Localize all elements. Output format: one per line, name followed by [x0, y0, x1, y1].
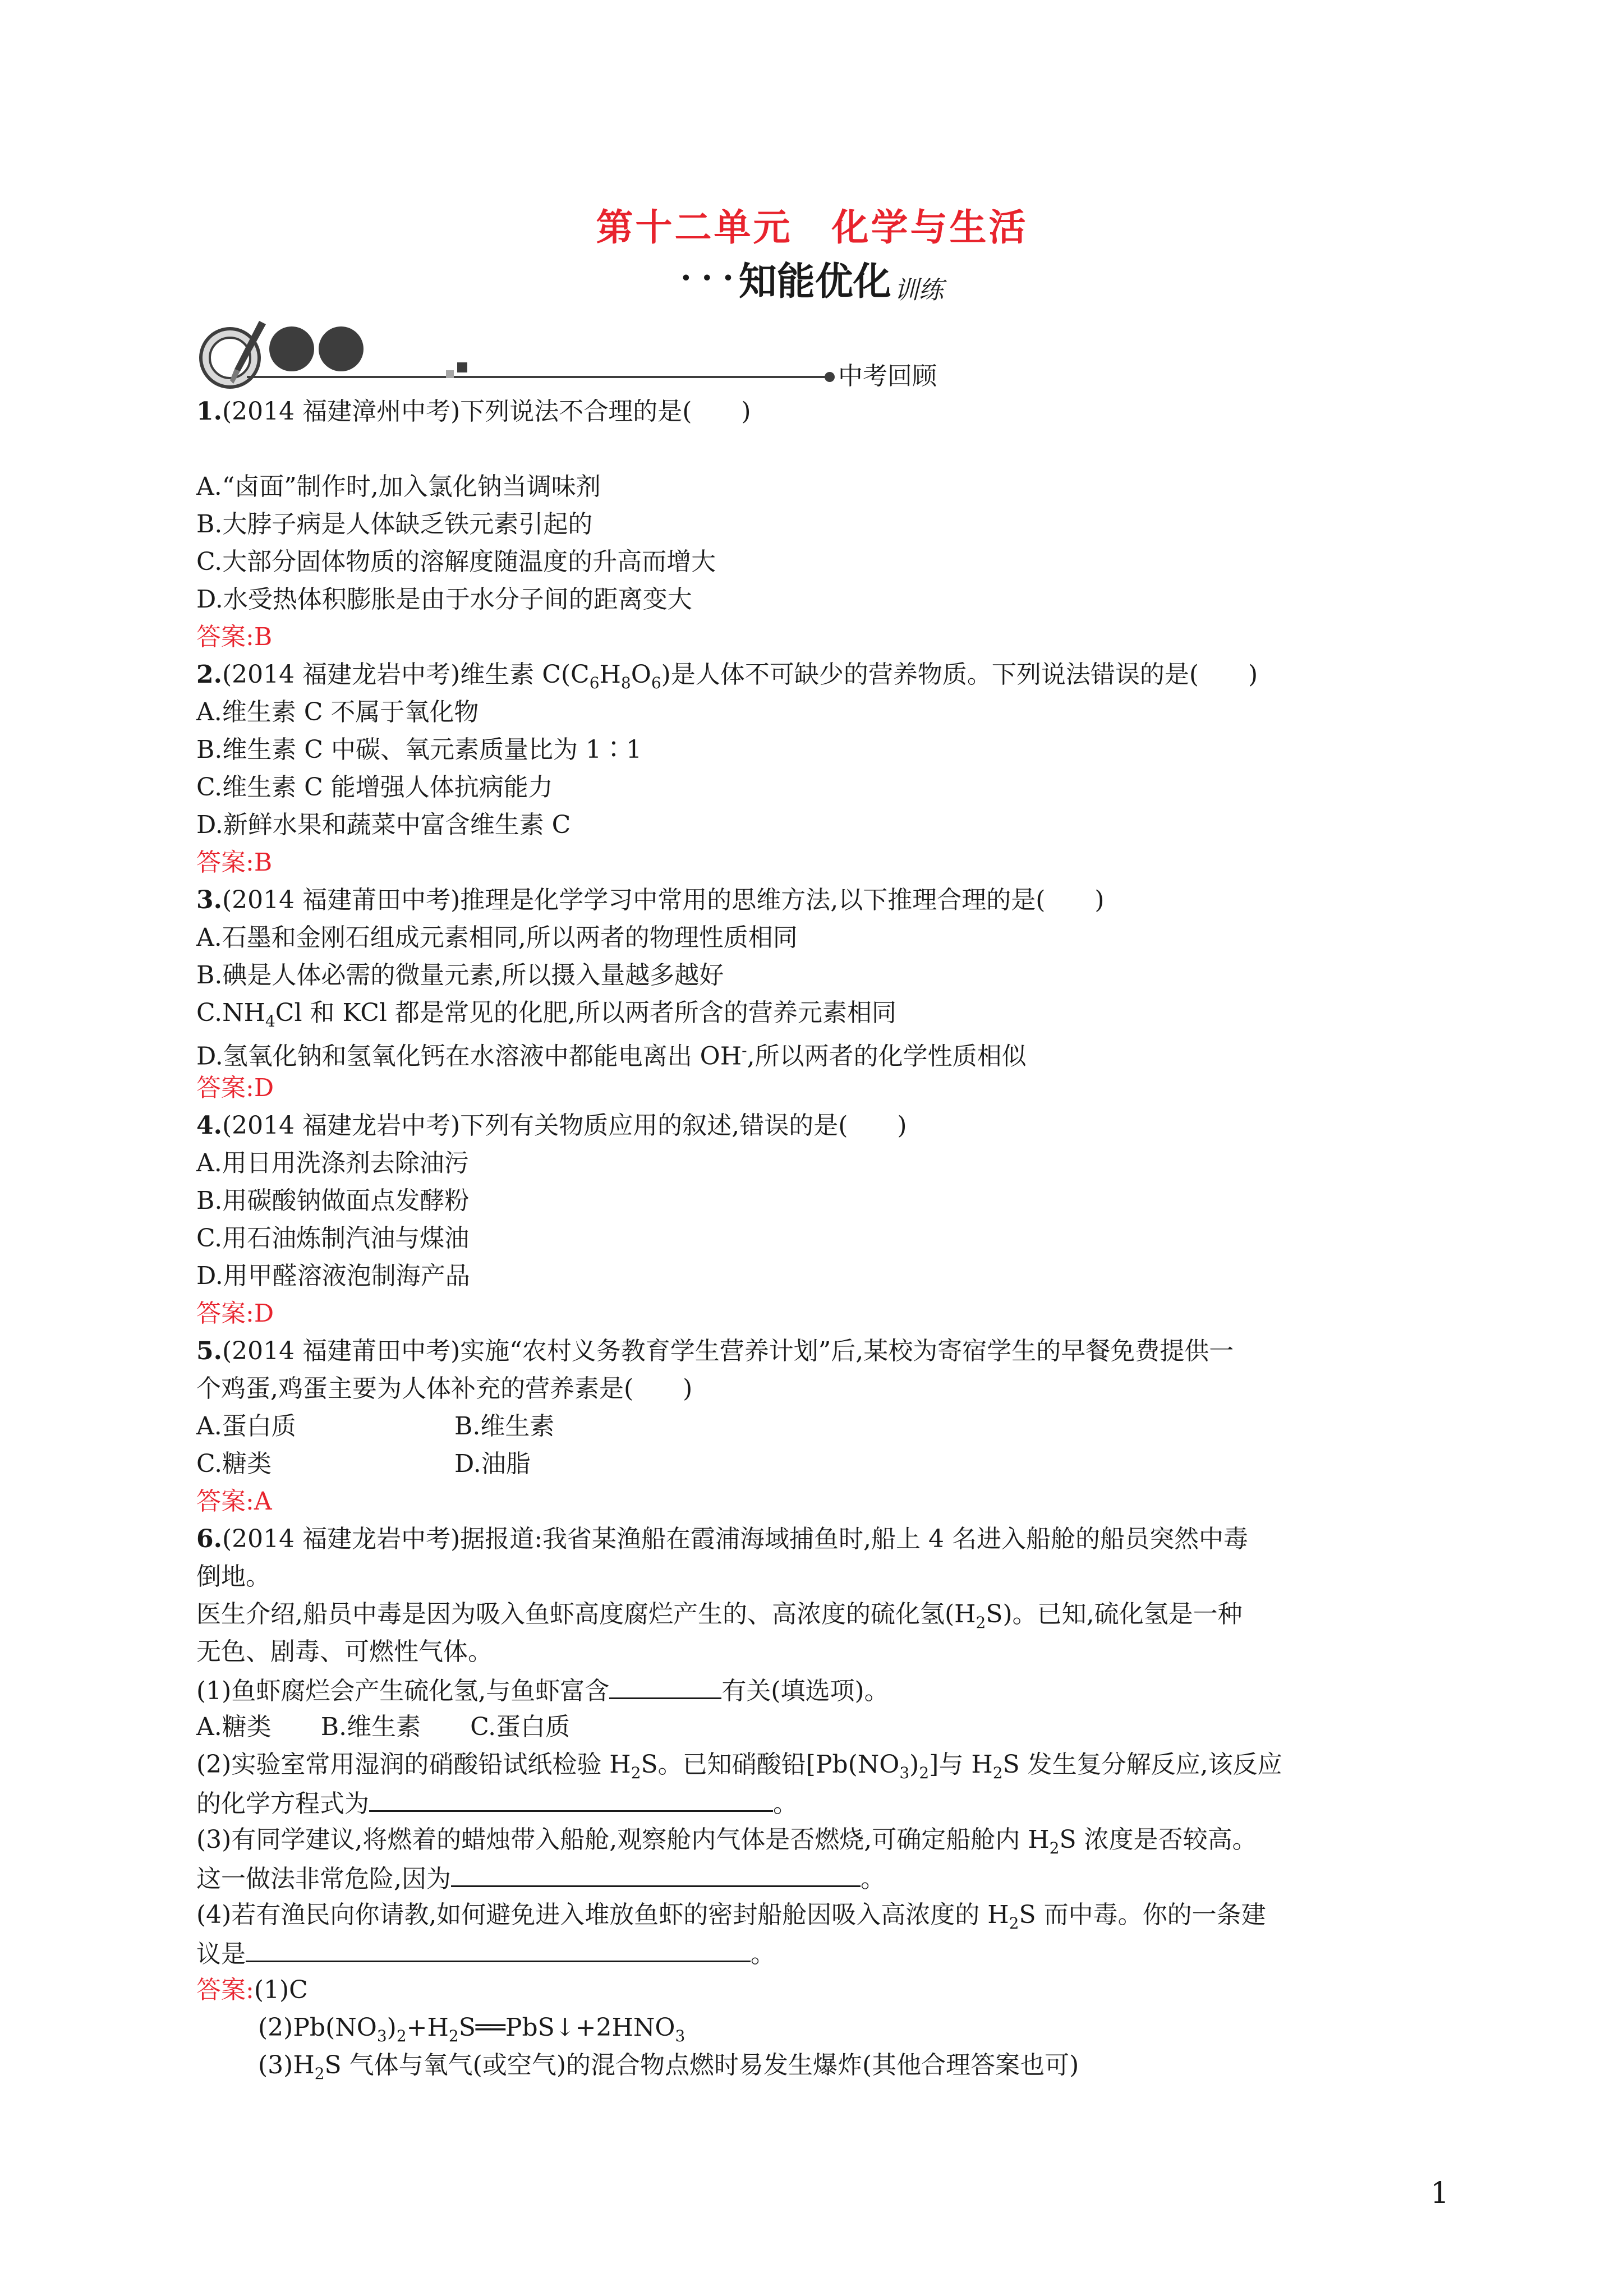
subscript: 6 — [651, 673, 661, 692]
subscript: 3 — [899, 1763, 910, 1782]
answer-text: (2)Pb(NO — [258, 2013, 377, 2042]
subscript: 4 — [265, 1011, 275, 1030]
question-5-answer: 答案:A — [196, 1487, 272, 1516]
answer-blank-3[interactable] — [451, 1858, 861, 1887]
question-3-stem — [196, 881, 1436, 919]
question-3-option-b: B.碘是人体必需的微量元素,所以摄入量越多越好 — [196, 961, 724, 990]
formula-h: H — [599, 660, 621, 689]
question-6-sub-3-line-1 — [196, 1821, 1436, 1858]
passage-text: 医生介绍,船员中毒是因为吸入鱼虾高度腐烂产生的、高浓度的硫化氢(H — [196, 1600, 976, 1628]
question-5-options-row-1 — [196, 1407, 1436, 1445]
option-text: D.氢氧化钠和氢氧化钙在水溶液中都能电离出 OH — [196, 1042, 742, 1071]
section-header — [196, 318, 1094, 390]
question-6-passage-line-1 — [196, 1595, 1436, 1633]
subtitle — [0, 251, 1624, 306]
question-4-number: 4. — [196, 1111, 222, 1140]
option-text: C.NH — [196, 999, 265, 1027]
section-label: 中考回顾 — [838, 362, 937, 390]
subscript: 2 — [631, 1763, 641, 1782]
subscript: 2 — [919, 1763, 930, 1782]
subscript: 3 — [675, 2026, 686, 2045]
question-5-option-b: B.维生素 — [454, 1412, 555, 1441]
question-1-text: (2014 福建漳州中考)下列说法不合理的是( ) — [222, 397, 751, 426]
question-3-option-d — [196, 1032, 1436, 1069]
question-4-stem — [196, 1107, 1436, 1144]
sub-question-text: S 浓度是否较高。 — [1059, 1825, 1257, 1854]
subscript: 2 — [1049, 1838, 1060, 1857]
sub-question-text: S 而中毒。你的一条建 — [1019, 1901, 1266, 1929]
formula-o: O — [631, 660, 651, 689]
subtitle-tail: 训练 — [894, 276, 944, 305]
subscript: 2 — [1009, 1913, 1019, 1932]
question-5-stem-line-2: 个鸡蛋,鸡蛋主要为人体补充的营养素是( ) — [196, 1374, 693, 1403]
question-2-option-d: D.新鲜水果和蔬菜中富含维生素 C — [196, 811, 571, 839]
superscript: - — [742, 1041, 747, 1060]
question-2-option-a: A.维生素 C 不属于氧化物 — [196, 698, 479, 726]
subscript: 6 — [589, 673, 600, 692]
question-4-text: (2014 福建龙岩中考)下列有关物质应用的叙述,错误的是( ) — [222, 1111, 907, 1140]
question-3-number: 3. — [196, 886, 222, 914]
sub-question-text: ) — [909, 1750, 919, 1779]
sub-question-text: (4)若有渔民向你请教,如何避免进入堆放鱼虾的密封船舱因吸入高浓度的 H — [196, 1901, 1009, 1929]
rule-end-dot — [825, 372, 835, 382]
question-6-answer-1 — [196, 1971, 1436, 2009]
answer-blank-4[interactable] — [246, 1934, 751, 1962]
question-6-stem-line-1 — [196, 1520, 1436, 1558]
sub-question-text: 有关(填选项)。 — [721, 1677, 889, 1705]
sub-question-text: (3)有同学建议,将燃着的蜡烛带入船舱,观察舱内气体是否燃烧,可确定船舱内 H — [196, 1825, 1050, 1854]
subtitle-dots: • • • — [680, 269, 736, 288]
subscript: 8 — [620, 673, 631, 692]
sub-question-text: 。 — [773, 1789, 798, 1818]
question-6-passage-line-2: 无色、剧毒、可燃性气体。 — [196, 1637, 493, 1666]
decor-ball-2 — [319, 326, 364, 371]
question-4-option-c: C.用石油炼制汽油与煤油 — [196, 1224, 470, 1253]
sub-question-text: (2)实验室常用湿润的硝酸铅试纸检验 H — [196, 1750, 631, 1779]
answer-text: (3)H — [258, 2051, 315, 2079]
answer-text: (1)C — [254, 1976, 308, 2004]
answer-text: +H — [406, 2013, 449, 2042]
subtitle-main: 知能优化 — [738, 260, 891, 304]
question-5-text: (2014 福建莆田中考)实施“农村义务教育学生营养计划”后,某校为寄宿学生的早餐免费提供一 — [222, 1337, 1234, 1365]
sub-question-text: S。已知硝酸铅[Pb(NO — [641, 1750, 900, 1779]
sub-question-text: S 发生复分解反应,该反应 — [1002, 1750, 1282, 1779]
decor-square-light — [446, 370, 454, 378]
answer-text: S══PbS↓+2HNO — [458, 2013, 675, 2042]
answer-text: ) — [387, 2013, 397, 2042]
question-3-option-a: A.石墨和金刚石组成元素相同,所以两者的物理性质相同 — [196, 923, 798, 952]
question-2-number: 2. — [196, 660, 222, 689]
question-3-text: (2014 福建莆田中考)推理是化学学习中常用的思维方法,以下推理合理的是( ) — [222, 886, 1105, 914]
page-number: 1 — [1430, 2177, 1450, 2210]
question-list — [196, 393, 1436, 2084]
question-1-stem — [196, 393, 1436, 430]
question-5-number: 5. — [196, 1337, 222, 1365]
question-2-text-a: (2014 福建龙岩中考)维生素 C(C — [222, 660, 590, 689]
subscript: 3 — [376, 2026, 387, 2045]
brush-logo-icon — [196, 318, 280, 390]
question-6-sub-1-options: A.糖类 B.维生素 C.蛋白质 — [196, 1713, 571, 1741]
question-4-option-a: A.用日用洗涤剂去除油污 — [196, 1149, 469, 1177]
question-4-option-d: D.用甲醛溶液泡制海产品 — [196, 1262, 470, 1290]
question-6-sub-2-line-1 — [196, 1746, 1436, 1783]
question-1-option-c: C.大部分固体物质的溶解度随温度的升高而增大 — [196, 547, 716, 576]
question-6-answer-3 — [196, 2046, 1436, 2084]
question-5-stem-line-1 — [196, 1332, 1436, 1370]
answer-text: S 气体与氧气(或空气)的混合物点燃时易发生爆炸(其他合理答案也可) — [324, 2051, 1079, 2079]
question-2-text-b: )是人体不可缺少的营养物质。下列说法错误的是( ) — [661, 660, 1258, 689]
option-text: Cl 和 KCl 都是常见的化肥,所以两者所含的营养元素相同 — [275, 999, 896, 1027]
question-2-option-c: C.维生素 C 能增强人体抗病能力 — [196, 773, 553, 802]
question-1-option-a: A.“卤面”制作时,加入氯化钠当调味剂 — [196, 472, 601, 501]
question-6-text: (2014 福建龙岩中考)据报道:我省某渔船在霞浦海域捕鱼时,船上 4 名进入船舱的船员突然中毒 — [222, 1525, 1249, 1553]
answer-blank-1[interactable] — [609, 1671, 721, 1699]
decor-ball-1 — [269, 326, 314, 371]
subscript: 2 — [976, 1613, 986, 1632]
passage-text: S)。已知,硫化氢是一种 — [986, 1600, 1243, 1628]
question-2-stem — [196, 656, 1436, 693]
subscript: 2 — [448, 2026, 459, 2045]
question-2-answer: 答案:B — [196, 848, 273, 877]
sub-question-text: 的化学方程式为 — [196, 1789, 369, 1818]
answer-blank-2[interactable] — [369, 1783, 773, 1812]
question-1-number: 1. — [196, 397, 222, 426]
subscript: 2 — [314, 2064, 325, 2083]
question-6-number: 6. — [196, 1525, 222, 1553]
question-5-option-c: C.糖类 — [196, 1450, 272, 1478]
question-1-option-d: D.水受热体积膨胀是由于水分子间的距离变大 — [196, 585, 692, 614]
question-4-option-b: B.用碳酸钠做面点发酵粉 — [196, 1186, 470, 1215]
option-text: ,所以两者的化学性质相似 — [747, 1042, 1027, 1071]
question-5-option-d: D.油脂 — [454, 1450, 531, 1478]
sub-question-text: 。 — [861, 1865, 885, 1893]
question-6-sub-3-line-2 — [196, 1858, 1436, 1896]
page-title: 第十二单元 化学与生活 — [596, 205, 1028, 249]
subscript: 2 — [396, 2026, 407, 2045]
question-4-answer: 答案:D — [196, 1299, 274, 1328]
question-5-options-row-2 — [196, 1445, 1436, 1483]
question-6-sub-4-line-2 — [196, 1934, 1436, 1971]
question-6-sub-2-line-2 — [196, 1783, 1436, 1821]
question-6-sub-4-line-1 — [196, 1896, 1436, 1934]
sub-question-text: 。 — [751, 1940, 775, 1968]
question-3-answer: 答案:D — [196, 1074, 274, 1102]
sub-question-text: 议是 — [196, 1940, 246, 1968]
sub-question-text: ]与 H — [929, 1750, 993, 1779]
header-rule — [247, 376, 827, 378]
question-2-option-b: B.维生素 C 中碳、氧元素质量比为 1∶1 — [196, 735, 642, 764]
question-1-answer: 答案:B — [196, 623, 273, 651]
sub-question-text: (1)鱼虾腐烂会产生硫化氢,与鱼虾富含 — [196, 1677, 610, 1705]
sub-question-text: 这一做法非常危险,因为 — [196, 1865, 451, 1893]
question-5-option-a: A.蛋白质 — [196, 1412, 296, 1441]
decor-square-dark — [457, 362, 467, 372]
subscript: 2 — [992, 1763, 1003, 1782]
question-6-stem-line-2: 倒地。 — [196, 1562, 270, 1591]
answer-label: 答案: — [196, 1976, 254, 2004]
question-6-answer-2 — [196, 2009, 1436, 2046]
question-1-option-b: B.大脖子病是人体缺乏铁元素引起的 — [196, 510, 593, 539]
question-3-option-c — [196, 994, 1436, 1032]
question-6-sub-1 — [196, 1671, 1436, 1708]
